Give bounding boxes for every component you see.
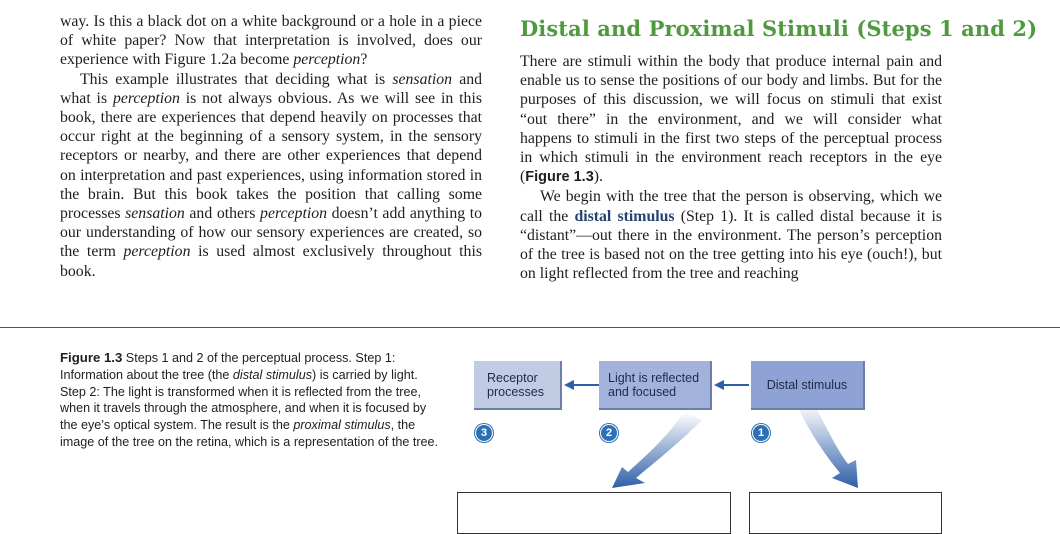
arrow-light-to-receptor (564, 380, 599, 390)
right-text-column (520, 52, 942, 283)
text-run: , the image of the tree on the retina, which is a representation of the tree. (60, 418, 439, 449)
text-run: There are stimuli within the body that produce internal pain and enable us to sense the positions of our body and limbs. But for the purposes of this discussion, we will focus on stimuli that exist “out there” in the environment, and we will consider what happens to stimuli in the first two steps of the perceptual process in which stimuli in the environment reach receptors in the eye ( (520, 53, 942, 186)
light-box-line-1: Light is reflected (608, 370, 700, 385)
receptor-box-line-1: Receptor (487, 370, 538, 385)
text-run: way. Is this a black dot on a white background or a hole in a piece of white paper? Now that interpretation is involved, does our experience with Figure 1.2a become (60, 13, 482, 69)
arrow-distal-to-light (714, 380, 749, 390)
left-paragraph-2 (60, 70, 482, 281)
text-run: perception (260, 205, 328, 223)
step-1-badge: 1 (752, 424, 770, 442)
text-run: and others (184, 205, 261, 223)
text-run: ). (593, 168, 603, 186)
step-2-badge: 2 (600, 424, 618, 442)
text-run: sensation (392, 70, 453, 88)
lower-panel-right-frame (749, 492, 942, 534)
distal-box-label: Distal stimulus (766, 377, 848, 392)
receptor-processes-box (474, 361, 562, 410)
text-run: We begin with the tree that the person is observing, which we call the (520, 188, 942, 225)
right-paragraph-1 (520, 52, 942, 187)
text-run: distal stimulus (574, 207, 675, 225)
figure-caption (60, 350, 440, 451)
light-reflected-box (599, 361, 712, 410)
curved-arrow-left (612, 412, 702, 488)
left-text-column (60, 12, 482, 281)
lower-panel-left-frame (457, 492, 731, 534)
section-heading: Distal and Proximal Stimuli (Steps 1 and 2) (520, 16, 1038, 41)
text-run: perception (112, 89, 180, 107)
text-run: is not always obvious. As we will see in this book, there are experiences that depend heavily on processes that occur right at the beginning of a sensory system, in the sensory receptors or nearby, and there are other experiences that depend on interpretation and past experiences, using information stored in the brain. But this book takes the position that calling some processes (60, 89, 482, 223)
curved-arrow-right (798, 404, 858, 488)
text-run: Figure 1.3 (60, 350, 123, 365)
right-paragraph-2 (520, 187, 942, 283)
text-run: is used almost exclusively throughout this book. (60, 243, 482, 280)
text-run: (Step 1). It is called distal because it is “distant”—out there in the environment. The person’s perception of the tree is based not on the tree getting into his eye (ouch!), but on light reflected from the tree and reaching (520, 207, 942, 283)
text-run: This example illustrates that deciding what is (80, 70, 393, 88)
text-run: Steps 1 and 2 of the perceptual process. Step 1: Information about the tree (the (60, 351, 396, 382)
text-run: proximal stimulus (293, 418, 391, 433)
text-run: doesn’t add anything to our understanding of how our sensory experiences are created, so the term (60, 205, 483, 261)
left-paragraph-1 (60, 12, 482, 70)
text-run: ) is carried by light. Step 2: The light is transformed when it is reflected from the tree, when it travels through the atmosphere, and when it is focused by the eye’s optical system. The result is the (60, 367, 427, 433)
text-run: Figure 1.3 (525, 169, 594, 186)
text-run: ? (360, 51, 368, 69)
text-run: sensation (125, 205, 185, 223)
text-run: perception (293, 51, 361, 69)
text-run: and what is (60, 70, 482, 107)
light-box-line-2: and focused (608, 384, 677, 399)
text-run: perception (123, 243, 191, 261)
distal-stimulus-box (751, 361, 865, 410)
step-3-badge: 3 (475, 424, 493, 442)
text-run: distal stimulus (232, 367, 313, 382)
figure-divider-line (0, 327, 1060, 328)
receptor-box-line-2: processes (487, 384, 544, 399)
